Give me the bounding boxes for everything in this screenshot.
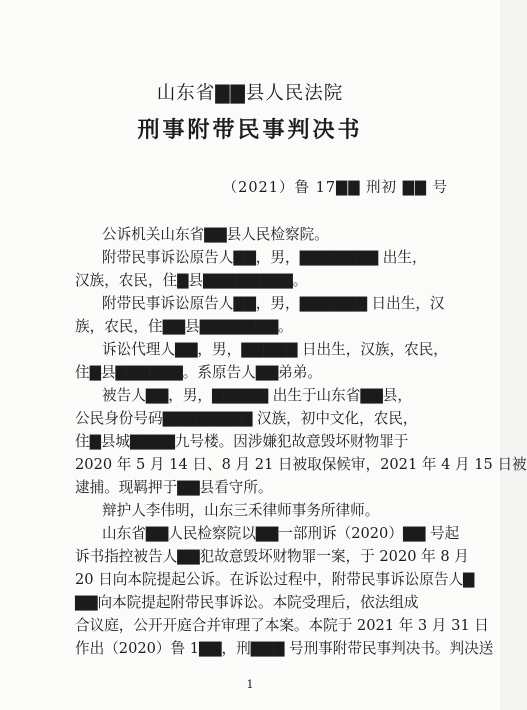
body-line: 公诉机关山东省▇▇县人民检察院。 xyxy=(102,226,329,243)
body-line: 诉讼代理人▇▇，男，▇▇▇▇▇ 日出生，汉族，农民， xyxy=(102,341,448,358)
body-line: 合议庭，公开开庭合并审理了本案。本院于 2021 年 3 月 31 日 xyxy=(75,617,489,634)
body-line: 公民身份号码▇▇▇▇▇▇▇▇ 汉族，初中文化，农民， xyxy=(75,410,418,427)
body-line: 作出（2020）鲁 1▇▇，刑▇▇▇ 号刑事附带民事判决书。判决送 xyxy=(75,640,494,657)
body-line: 住▇县城▇▇▇▇九号楼。因涉嫌犯故意毁坏财物罪于 xyxy=(75,433,409,450)
document-title: 刑事附带民事判决书 xyxy=(137,117,363,143)
body-line: 2020 年 5 月 14 日、8 月 21 日被取保候审，2021 年 4 月 15 日被 xyxy=(75,456,527,473)
body-line: 汉族，农民，住▇县▇▇▇▇▇▇▇▇。 xyxy=(75,272,308,289)
body-line: 被告人▇▇，男，▇▇▇▇▇ 出生于山东省▇▇县， xyxy=(102,387,412,404)
body-line: 住▇县▇▇▇▇▇▇。系原告人▇▇弟弟。 xyxy=(75,364,322,381)
body-line: 辩护人李伟明，山东三禾律师事务所律师。 xyxy=(102,502,380,519)
case-number: （2021）鲁 17▇▇ 刑初 ▇▇ 号 xyxy=(222,180,448,196)
court-name: 山东省▇▇县人民法院 xyxy=(156,83,344,104)
body-line: 山东省▇▇人民检察院以▇▇一部刑诉（2020）▇▇ 号起 xyxy=(102,525,460,542)
page-number: 1 xyxy=(246,678,254,691)
body-line: 诉书指控被告人▇▇犯故意毁坏财物罪一案，于 2020 年 8 月 xyxy=(75,548,469,565)
body-line: 附带民事诉讼原告人▇▇，男，▇▇▇▇▇▇▇ 出生， xyxy=(102,249,427,266)
body-line: 逮捕。现羁押于▇▇县看守所。 xyxy=(75,479,273,496)
body-line: ▇▇向本院提起附带民事诉讼。本院受理后，依法组成 xyxy=(75,594,419,611)
body-line: 族，农民，住▇▇县▇▇▇▇▇▇▇。 xyxy=(75,318,293,335)
body-line: 附带民事诉讼原告人▇▇，男，▇▇▇▇▇▇ 日出生，汉 xyxy=(102,295,445,312)
body-line: 20 日向本院提起公诉。在诉讼过程中，附带民事诉讼原告人▇ xyxy=(75,571,475,588)
